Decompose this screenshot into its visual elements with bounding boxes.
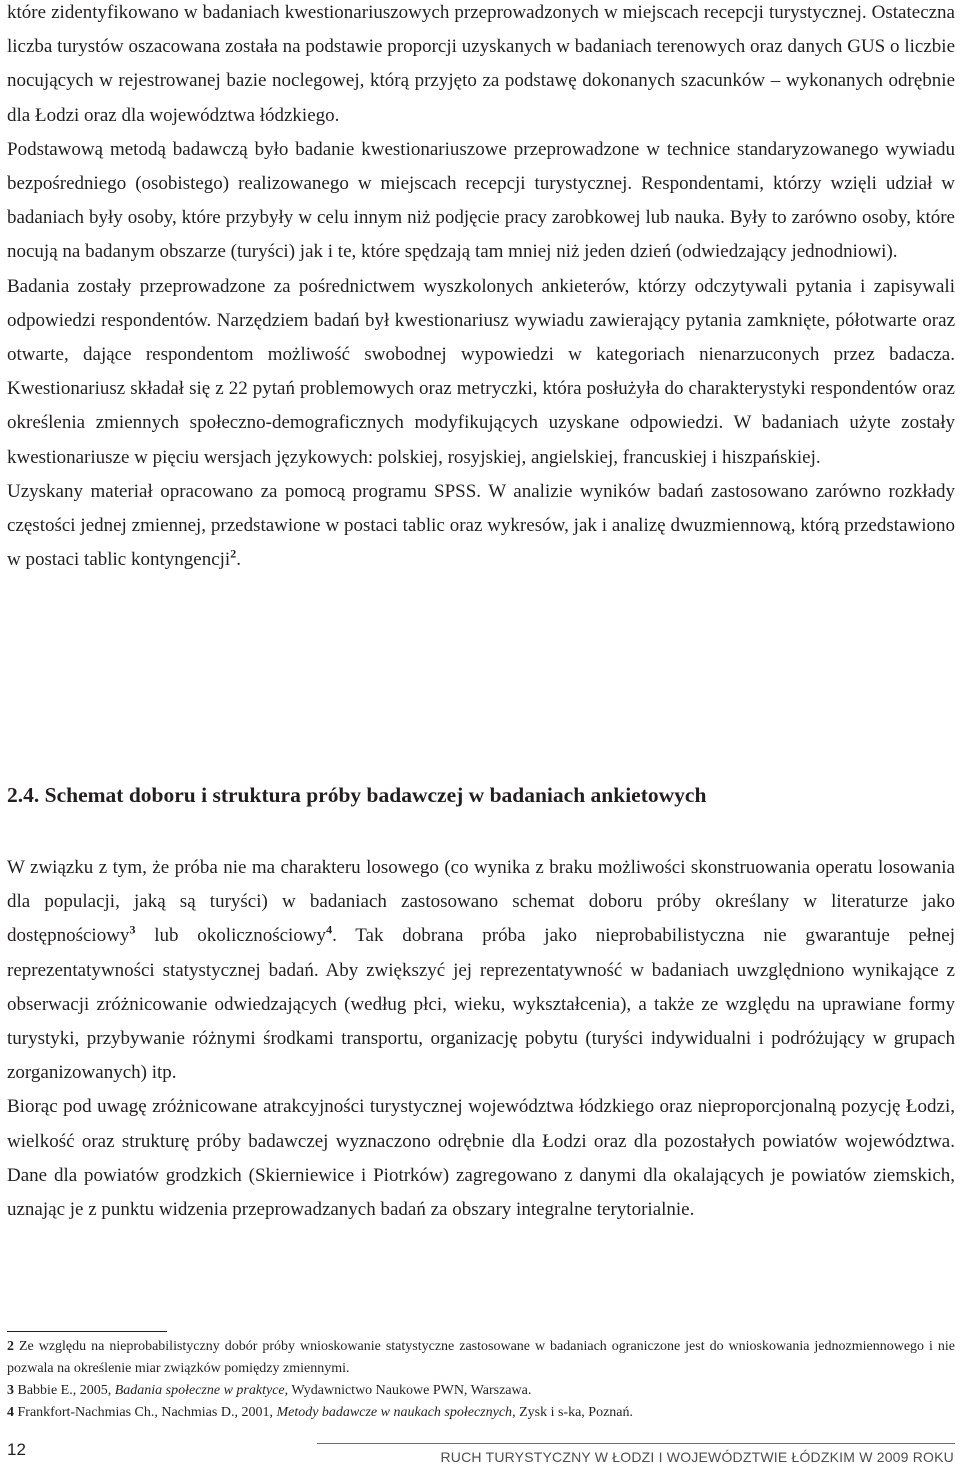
footnote-ref-4[interactable]: 4 [326, 923, 333, 938]
section-heading: 2.4. Schemat doboru i struktura próby badawczej w badaniach ankietowych [7, 783, 707, 807]
footnote-2 [7, 1336, 955, 1380]
sampling-text-a: W związku z tym, że próba nie ma charakteru losowego (co wynika z braku możliwości skonstruowania operatu losowania dla populacji, jaką są turyści) w badaniach zastosowano schemat doboru próby określany w literaturze jako dostępnościowy [7, 857, 955, 947]
sampling-text-block [7, 851, 955, 1227]
footnote-number: 4 [7, 1405, 14, 1420]
footnotes [7, 1336, 955, 1424]
sampling-text-b: lub okolicznościowy [135, 925, 327, 947]
footnote-title: Metody badawcze w naukach społecznych [276, 1405, 513, 1420]
paragraph-questionnaire: Badania zostały przeprowadzone za pośrednictwem wyszkolonych ankieterów, którzy odczytywali pytania i zapisywali odpowiedzi respondentów. Narzędziem badań był kwestionariusz wywiadu zawierający pytania zamknięte, półotwarte oraz otwarte, dające respondentom możliwość swobodnej wypowiedzi w kategoriach nienarzuconych przez badacza. Kwestionariusz składał się z 22 pytań problemowych oraz metryczki, która posłużyła do charakterystyki respondentów oraz określenia zmiennych społeczno-demograficznych modyfikujących uzyskane odpowiedzi. W badaniach użyte zostały kwestionariusze w pięciu wersjach językowych: polskiej, rosyjskiej, angielskiej, francuskiej i hiszpańskiej. [7, 275, 955, 468]
footnote-3 [7, 1380, 955, 1402]
footnote-title: Badania społeczne w praktyce [114, 1383, 285, 1398]
paragraph-sample-structure: Biorąc pod uwagę zróżnicowane atrakcyjności turystycznej województwa łódzkiego oraz nieproporcjonalną pozycję Łodzi, wielkość oraz strukturę próby badawczej wyznaczono odrębnie dla Łodzi oraz dla pozostałych powiatów województwa. Dane dla powiatów grodzkich (Skierniewice i Piotrków) zagregowano z danymi dla okalających je powiatów ziemskich, uznając je z punktu widzenia przeprowadzanych badań za obszary integralne terytorialnie. [7, 1096, 955, 1221]
paragraph-research-method: Podstawową metodą badawczą było badanie kwestionariuszowe przeprowadzone w technice standaryzowanego wywiadu bezpośredniego (osobistego) realizowanego w miejscach recepcji turystycznej. Respondentami, którzy wzięli udział w badaniach były osoby, które przybyły w celu innym niż podjęcie pracy zarobkowej lub nauka. Były to zarówno osoby, które nocują na badanym obszarze (turyści) jak i te, które spędzają tam mniej niż jeden dzień (odwiedzający jednodniowi). [7, 138, 955, 263]
footnote-number: 3 [7, 1383, 14, 1398]
paragraph-estimation: które zidentyfikowano w badaniach kwestionariuszowych przeprowadzonych w miejscach recepcji turystycznej. Ostateczna liczba turystów oszacowana została na podstawie proporcji uzyskanych w badaniach terenowych oraz danych GUS o liczbie nocujących w rejestrowanej bazie noclegowej, którą przyjęto za podstawę dokonanych szacunków – wykonanych odrębnie dla Łodzi oraz dla województwa łódzkiego. [7, 2, 955, 126]
methodology-text-block [7, 0, 955, 577]
spss-text-end: . [236, 549, 241, 571]
footnote-separator [7, 1331, 167, 1332]
spss-text: Uzyskany materiał opracowano za pomocą programu SPSS. W analizie wyników badań zastosowano zarówno rozkłady częstości jednej zmiennej, przedstawione w postaci tablic oraz wykresów, jak i analizę dwuzmiennową, którą przedstawiono w postaci tablic kontyngencji [7, 480, 955, 571]
footnote-number: 2 [7, 1339, 14, 1354]
footnote-text: Babbie E., 2005, [14, 1383, 115, 1398]
running-footer-title: RUCH TURYSTYCZNY W ŁODZI I WOJEWÓDZTWIE ŁÓDZKIM W 2009 ROKU [440, 1449, 954, 1465]
footnote-text: Frankfort-Nachmias Ch., Nachmias D., 2001, [14, 1405, 277, 1420]
footnote-ref-3[interactable]: 3 [129, 923, 136, 938]
footnote-4 [7, 1402, 955, 1424]
paragraph-spss [7, 475, 955, 578]
footnote-publisher: , Zysk i s-ka, Poznań. [512, 1405, 633, 1420]
page-number: 12 [7, 1440, 26, 1459]
footnote-publisher: , Wydawnictwo Naukowe PWN, Warszawa. [284, 1383, 532, 1398]
footnote-text: Ze względu na nieprobabilistyczny dobór próby wnioskowanie statystyczne zastosowane w badaniach ograniczone jest do wnioskowania jednozmiennowego i nie pozwala na określenie miar związków pomiędzy zmiennymi. [7, 1339, 955, 1376]
footer-rule [317, 1443, 955, 1444]
sampling-text-c: . Tak dobrana próba jako nieprobabilistyczna nie gwarantuje pełnej reprezentatywności statystycznej badań. Aby zwiększyć jej reprezentatywność w badaniach uwzględniono wynikające z obserwacji zróżnicowanie odwiedzających (według płci, wieku, wykształcenia), a także ze względu na uprawiane formy turystyki, przybywanie różnymi środkami transportu, organizację pobytu (turyści indywidualni i podróżujący w grupach zorganizowanych) itp. [7, 925, 956, 1084]
paragraph-sampling-scheme [7, 851, 955, 1090]
footnote-ref-2[interactable]: 2 [230, 546, 237, 561]
